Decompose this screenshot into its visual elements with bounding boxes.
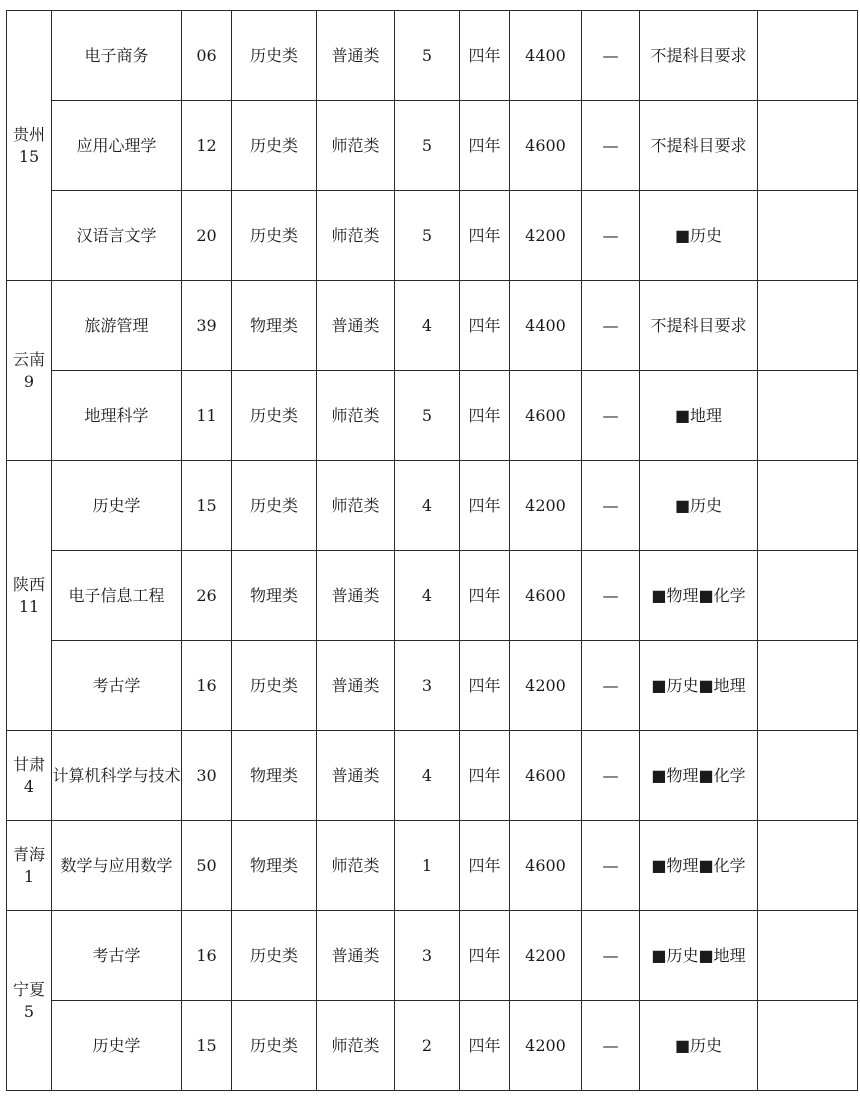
major-cell: 电子商务 <box>52 11 182 101</box>
table-row <box>7 551 858 641</box>
years-cell: 四年 <box>460 551 510 641</box>
subject-req-cell: ■物理■化学 <box>640 821 758 911</box>
table-row <box>7 11 858 101</box>
code-cell: 39 <box>182 281 232 371</box>
note-cell: — <box>582 1001 640 1091</box>
fee-cell: 4200 <box>510 911 582 1001</box>
fee-cell: 4600 <box>510 101 582 191</box>
enrollment-table-body <box>7 11 858 1091</box>
type-cell: 师范类 <box>317 461 395 551</box>
years-cell: 四年 <box>460 281 510 371</box>
category-cell: 历史类 <box>232 911 317 1001</box>
region-name: 青海 <box>12 844 45 864</box>
major-cell: 应用心理学 <box>52 101 182 191</box>
note-cell: — <box>582 191 640 281</box>
years-cell: 四年 <box>460 11 510 101</box>
plan-cell: 4 <box>395 551 460 641</box>
major-cell: 历史学 <box>52 1001 182 1091</box>
plan-cell: 5 <box>395 101 460 191</box>
type-cell: 师范类 <box>317 1001 395 1091</box>
major-cell: 地理科学 <box>52 371 182 461</box>
note-cell: — <box>582 281 640 371</box>
fee-cell: 4200 <box>510 641 582 731</box>
remark-cell <box>758 11 858 101</box>
code-cell: 50 <box>182 821 232 911</box>
subject-req-cell: ■物理■化学 <box>640 551 758 641</box>
subject-req-cell: ■历史■地理 <box>640 911 758 1001</box>
table-row <box>7 461 858 551</box>
years-cell: 四年 <box>460 1001 510 1091</box>
note-cell: — <box>582 11 640 101</box>
fee-cell: 4600 <box>510 731 582 821</box>
table-row <box>7 641 858 731</box>
region-cell <box>7 281 52 461</box>
note-cell: — <box>582 461 640 551</box>
note-cell: — <box>582 911 640 1001</box>
fee-cell: 4600 <box>510 371 582 461</box>
remark-cell <box>758 101 858 191</box>
type-cell: 普通类 <box>317 641 395 731</box>
fee-cell: 4200 <box>510 1001 582 1091</box>
note-cell: — <box>582 821 640 911</box>
note-cell: — <box>582 101 640 191</box>
plan-cell: 3 <box>395 641 460 731</box>
years-cell: 四年 <box>460 731 510 821</box>
plan-cell: 3 <box>395 911 460 1001</box>
category-cell: 历史类 <box>232 1001 317 1091</box>
region-name: 宁夏 <box>12 979 45 999</box>
category-cell: 物理类 <box>232 281 317 371</box>
region-cell <box>7 821 52 911</box>
type-cell: 普通类 <box>317 731 395 821</box>
category-cell: 历史类 <box>232 101 317 191</box>
category-cell: 物理类 <box>232 821 317 911</box>
subject-req-cell: ■历史 <box>640 1001 758 1091</box>
region-cell <box>7 461 52 731</box>
region-count: 11 <box>18 596 40 616</box>
major-cell: 电子信息工程 <box>52 551 182 641</box>
remark-cell <box>758 731 858 821</box>
subject-req-cell: ■历史■地理 <box>640 641 758 731</box>
major-cell: 考古学 <box>52 911 182 1001</box>
table-row <box>7 101 858 191</box>
category-cell: 物理类 <box>232 731 317 821</box>
region-name: 甘肃 <box>12 754 45 774</box>
years-cell: 四年 <box>460 641 510 731</box>
region-count: 1 <box>23 866 35 886</box>
subject-req-cell: 不提科目要求 <box>640 101 758 191</box>
remark-cell <box>758 641 858 731</box>
plan-cell: 5 <box>395 191 460 281</box>
plan-cell: 5 <box>395 11 460 101</box>
code-cell: 16 <box>182 911 232 1001</box>
major-cell: 旅游管理 <box>52 281 182 371</box>
region-cell <box>7 911 52 1091</box>
type-cell: 普通类 <box>317 11 395 101</box>
region-cell <box>7 731 52 821</box>
note-cell: — <box>582 731 640 821</box>
remark-cell <box>758 461 858 551</box>
category-cell: 物理类 <box>232 551 317 641</box>
table-row <box>7 191 858 281</box>
region-cell <box>7 11 52 281</box>
remark-cell <box>758 281 858 371</box>
plan-cell: 4 <box>395 731 460 821</box>
code-cell: 26 <box>182 551 232 641</box>
subject-req-cell: ■历史 <box>640 461 758 551</box>
plan-cell: 5 <box>395 371 460 461</box>
table-row <box>7 281 858 371</box>
table-row <box>7 911 858 1001</box>
years-cell: 四年 <box>460 461 510 551</box>
plan-cell: 4 <box>395 461 460 551</box>
fee-cell: 4200 <box>510 191 582 281</box>
category-cell: 历史类 <box>232 11 317 101</box>
remark-cell <box>758 551 858 641</box>
code-cell: 06 <box>182 11 232 101</box>
region-name: 云南 <box>12 349 45 369</box>
note-cell: — <box>582 371 640 461</box>
remark-cell <box>758 1001 858 1091</box>
years-cell: 四年 <box>460 821 510 911</box>
table-row <box>7 821 858 911</box>
remark-cell <box>758 821 858 911</box>
region-count: 5 <box>23 1001 35 1021</box>
fee-cell: 4600 <box>510 821 582 911</box>
category-cell: 历史类 <box>232 641 317 731</box>
code-cell: 12 <box>182 101 232 191</box>
remark-cell <box>758 371 858 461</box>
region-name: 陕西 <box>12 574 45 594</box>
category-cell: 历史类 <box>232 461 317 551</box>
major-cell: 汉语言文学 <box>52 191 182 281</box>
code-cell: 11 <box>182 371 232 461</box>
years-cell: 四年 <box>460 191 510 281</box>
major-cell: 历史学 <box>52 461 182 551</box>
note-cell: — <box>582 641 640 731</box>
region-count: 4 <box>23 776 35 796</box>
table-row <box>7 371 858 461</box>
plan-cell: 1 <box>395 821 460 911</box>
note-cell: — <box>582 551 640 641</box>
subject-req-cell: ■历史 <box>640 191 758 281</box>
remark-cell <box>758 911 858 1001</box>
subject-req-cell: ■地理 <box>640 371 758 461</box>
table-row <box>7 1001 858 1091</box>
enrollment-table <box>6 10 858 1091</box>
major-cell: 数学与应用数学 <box>52 821 182 911</box>
years-cell: 四年 <box>460 101 510 191</box>
plan-cell: 2 <box>395 1001 460 1091</box>
fee-cell: 4200 <box>510 461 582 551</box>
code-cell: 15 <box>182 461 232 551</box>
subject-req-cell: 不提科目要求 <box>640 281 758 371</box>
fee-cell: 4400 <box>510 11 582 101</box>
remark-cell <box>758 191 858 281</box>
subject-req-cell: 不提科目要求 <box>640 11 758 101</box>
code-cell: 30 <box>182 731 232 821</box>
type-cell: 普通类 <box>317 551 395 641</box>
type-cell: 师范类 <box>317 191 395 281</box>
region-count: 9 <box>23 371 35 391</box>
category-cell: 历史类 <box>232 371 317 461</box>
type-cell: 师范类 <box>317 371 395 461</box>
major-cell: 计算机科学与技术 <box>52 731 182 821</box>
plan-cell: 4 <box>395 281 460 371</box>
code-cell: 16 <box>182 641 232 731</box>
type-cell: 普通类 <box>317 911 395 1001</box>
fee-cell: 4600 <box>510 551 582 641</box>
region-name: 贵州 <box>12 124 45 144</box>
code-cell: 20 <box>182 191 232 281</box>
category-cell: 历史类 <box>232 191 317 281</box>
fee-cell: 4400 <box>510 281 582 371</box>
type-cell: 师范类 <box>317 821 395 911</box>
subject-req-cell: ■物理■化学 <box>640 731 758 821</box>
major-cell: 考古学 <box>52 641 182 731</box>
table-row <box>7 731 858 821</box>
type-cell: 师范类 <box>317 101 395 191</box>
years-cell: 四年 <box>460 911 510 1001</box>
code-cell: 15 <box>182 1001 232 1091</box>
years-cell: 四年 <box>460 371 510 461</box>
type-cell: 普通类 <box>317 281 395 371</box>
region-count: 15 <box>18 146 40 166</box>
